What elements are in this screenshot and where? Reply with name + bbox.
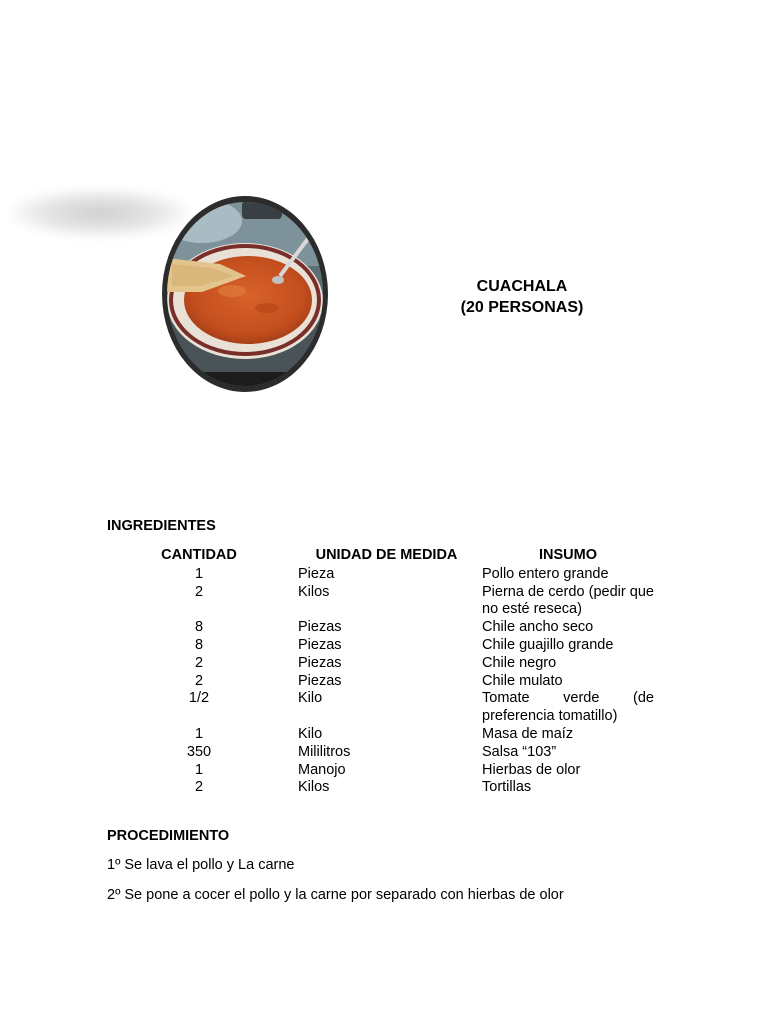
ingredient-unit: Kilo [298,725,323,742]
ingredient-unit: Pieza [298,565,335,582]
ingredient-unit: Manojo [298,761,346,778]
ingredient-name: Chile mulato [482,672,563,689]
ingredient-quantity: 8 [194,636,204,653]
ingredient-unit: Kilos [298,583,330,600]
ingredient-row [107,726,657,744]
ingredient-row [107,779,657,797]
ingredient-name: Masa de maíz [482,725,574,742]
ingredient-quantity: 1 [194,725,204,742]
ingredient-quantity: 350 [186,743,212,760]
ingredient-name: Salsa “103” [482,743,557,760]
unit-column-header: UNIDAD DE MEDIDA [315,547,458,563]
procedure-heading: PROCEDIMIENTO [107,828,230,844]
ingredient-name: Chile negro [482,654,557,671]
ingredient-name: Hierbas de olor [482,761,581,778]
soup-bowl-illustration [162,196,328,392]
ingredient-quantity: 2 [194,672,204,689]
procedure-step: 1º Se lava el pollo y La carne [107,857,295,873]
ingredient-quantity: 1 [194,761,204,778]
ingredient-row [107,584,657,620]
ingredient-quantity: 2 [194,583,204,600]
ingredient-unit: Kilo [298,690,323,707]
blurred-watermark [10,188,190,238]
ingredient-row [107,690,657,726]
dish-photo [162,196,328,392]
ingredient-quantity: 2 [194,779,204,796]
ingredient-unit: Piezas [298,672,342,689]
ingredient-name: Tortillas [482,779,532,796]
recipe-title-servings: (20 PERSONAS) [460,299,584,316]
ingredient-name: Chile ancho seco [482,619,594,636]
quantity-column-header: CANTIDAD [161,547,237,563]
ingredient-row [107,762,657,780]
ingredient-row [107,673,657,691]
ingredient-unit: Piezas [298,636,342,653]
ingredient-name: Pierna de cerdo (pedir que no esté reseca) [482,583,654,618]
ingredient-name: Chile guajillo grande [482,636,614,653]
ingredient-quantity: 1 [194,565,204,582]
ingredient-unit: Piezas [298,654,342,671]
ingredient-row [107,637,657,655]
recipe-title [422,276,622,318]
ingredients-table-header [107,547,657,565]
ingredient-quantity: 2 [194,654,204,671]
ingredient-unit: Piezas [298,619,342,636]
ingredients-table [107,547,657,797]
ingredient-name: Pollo entero grande [482,565,609,582]
ingredient-row [107,566,657,584]
recipe-title-name: CUACHALA [476,278,568,295]
ingredients-heading: INGREDIENTES [107,518,216,534]
ingredient-row [107,744,657,762]
ingredient-row [107,619,657,637]
ingredient-unit: Mililitros [298,743,351,760]
input-column-header: INSUMO [539,547,597,563]
ingredient-unit: Kilos [298,779,330,796]
ingredient-row [107,655,657,673]
ingredient-quantity: 1/2 [188,690,210,707]
procedure-step: 2º Se pone a cocer el pollo y la carne por separado con hierbas de olor [107,887,564,903]
ingredient-quantity: 8 [194,619,204,636]
ingredient-name: Tomate verde (de preferencia tomatillo) [482,690,654,725]
